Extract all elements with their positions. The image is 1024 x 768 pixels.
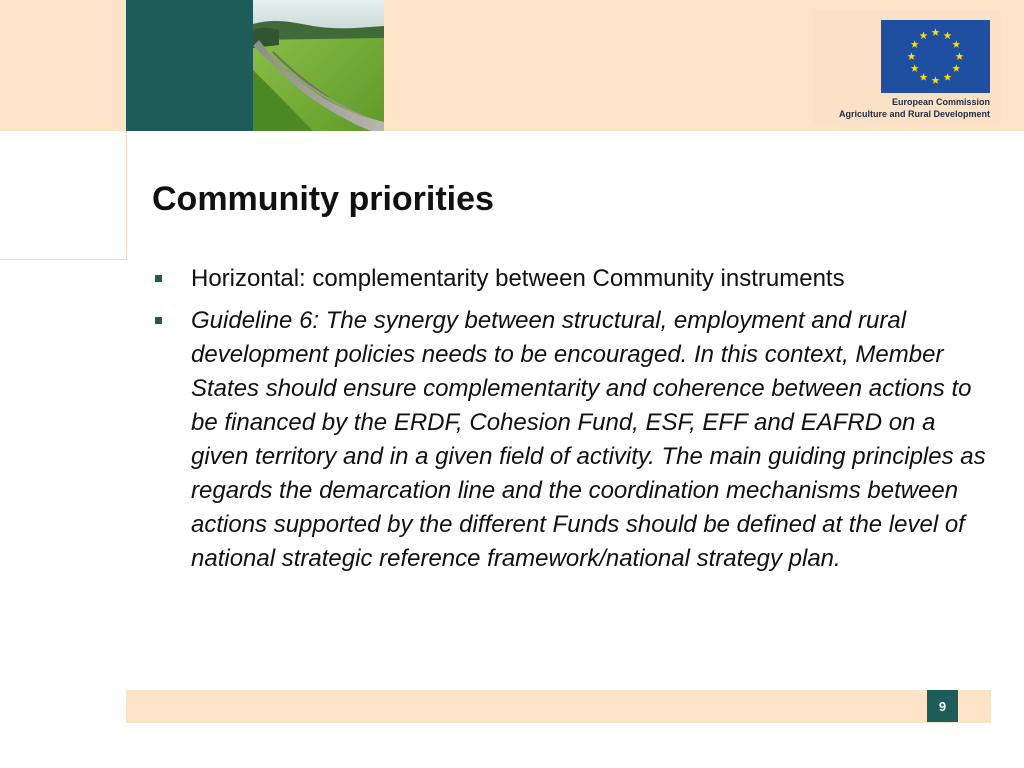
bullet-list — [152, 262, 992, 584]
eu-logo-line1: European Commission — [891, 97, 990, 107]
bullet-item — [152, 304, 992, 576]
bullet-marker-icon — [155, 275, 162, 282]
footer-band — [126, 690, 991, 723]
page-number: 9 — [927, 690, 958, 722]
eu-flag-icon — [881, 20, 990, 93]
bullet-text: Guideline 6: The synergy between structural, employment and rural development policies needs to be encouraged. In this context, Member States should ensure complementarity and coherence between actions to be financed by the ERDF, Cohesion Fund, ESF, EFF and EAFRD on a given territory and in a given field of activity. The main guiding principles as regards the demarcation line and the coordination mechanisms between actions supported by the different Funds should be defined at the level of national strategic reference framework/national strategy plan. — [191, 307, 986, 572]
bullet-item — [152, 262, 992, 296]
eu-logo-text — [839, 96, 990, 120]
bullet-text: Horizontal: complementarity between Community instruments — [191, 265, 845, 292]
landscape-photo — [253, 0, 384, 131]
landscape-photo-image — [253, 0, 384, 131]
header-teal-block — [126, 0, 253, 131]
left-margin-box — [0, 131, 127, 260]
bullet-marker-icon — [155, 317, 162, 324]
slide-title: Community priorities — [152, 180, 494, 218]
eu-logo-line2: Agriculture and Rural Development — [838, 109, 990, 119]
